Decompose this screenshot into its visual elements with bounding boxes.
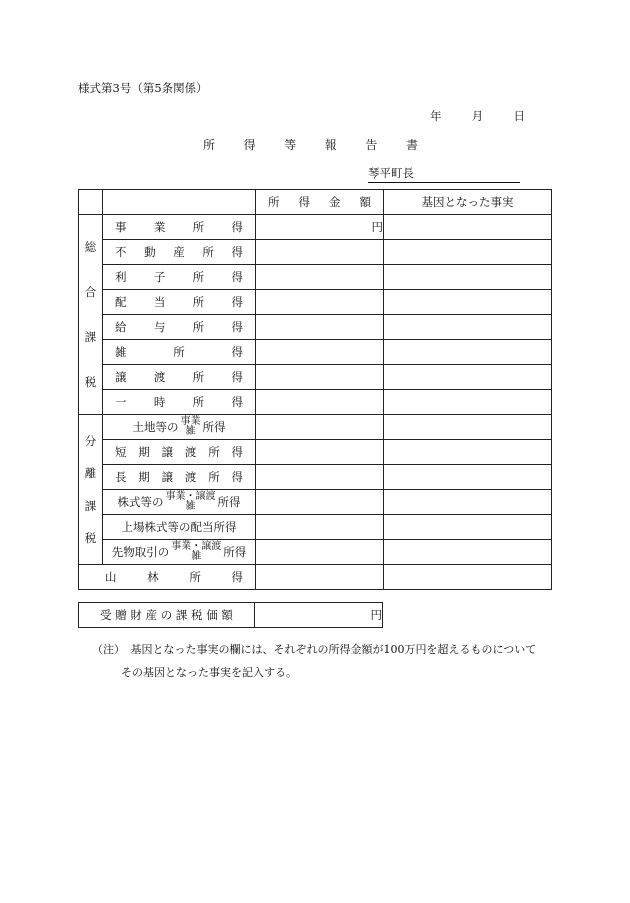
- gift-property-label: 受 贈 財 産 の 課 税 価 額: [79, 603, 255, 628]
- amount-cell[interactable]: [256, 265, 384, 290]
- amount-cell[interactable]: [256, 340, 384, 365]
- fact-cell[interactable]: [384, 465, 552, 490]
- fact-business-income[interactable]: [384, 215, 552, 240]
- title-char: 得: [243, 138, 256, 152]
- header-fact: 基因となった事実: [384, 190, 552, 215]
- item-listed-stock-dividend: 上場株式等の配当所得: [103, 515, 256, 540]
- fact-cell[interactable]: [384, 390, 552, 415]
- item-dividend-income: 配 当 所 得: [103, 290, 256, 315]
- fact-cell[interactable]: [384, 540, 552, 565]
- amount-cell[interactable]: [256, 390, 384, 415]
- income-report-table: [78, 189, 552, 590]
- fact-cell[interactable]: [384, 240, 552, 265]
- amount-business-income[interactable]: 円: [256, 215, 384, 240]
- table-row: [79, 365, 552, 390]
- table-row: [79, 490, 552, 515]
- item-real-estate-income: 不 動 産 所 得: [103, 240, 256, 265]
- item-short-term-transfer: 短 期 譲 渡 所 得: [103, 440, 256, 465]
- item-forest-income: 山 林 所 得: [79, 565, 256, 590]
- amount-cell[interactable]: [256, 515, 384, 540]
- table-row: [79, 315, 552, 340]
- title-char: 報: [324, 138, 337, 152]
- table-row: [79, 540, 552, 565]
- fact-cell[interactable]: [384, 440, 552, 465]
- title-char: 告: [365, 138, 378, 152]
- item-stock-income: 株式等の 事業・譲渡 雑 所得: [103, 490, 256, 515]
- header-blank-item: [103, 190, 256, 215]
- table-row: [79, 390, 552, 415]
- gift-property-amount[interactable]: 円: [255, 603, 383, 628]
- item-land-income: 土地等の 事業 雑 所得: [103, 415, 256, 440]
- table-row: [79, 415, 552, 440]
- form-label: 様式第3号（第5条関係）: [78, 81, 208, 95]
- group-bunri-kazei: 分 離 課 税: [79, 415, 103, 565]
- title-char: 等: [284, 138, 297, 152]
- item-long-term-transfer: 長 期 譲 渡 所 得: [103, 465, 256, 490]
- fact-cell[interactable]: [384, 265, 552, 290]
- amount-cell[interactable]: [256, 465, 384, 490]
- fact-cell[interactable]: [384, 490, 552, 515]
- item-salary-income: 給 与 所 得: [103, 315, 256, 340]
- date-month: 月: [471, 109, 484, 123]
- date-line: [430, 108, 525, 124]
- amount-cell[interactable]: [256, 440, 384, 465]
- table-row: [79, 603, 383, 628]
- table-row: [79, 440, 552, 465]
- fact-cell[interactable]: [384, 340, 552, 365]
- amount-cell[interactable]: [256, 290, 384, 315]
- amount-cell[interactable]: [256, 415, 384, 440]
- addressee: 琴平町長: [368, 165, 520, 183]
- table-row: [79, 465, 552, 490]
- item-misc-income: 雑 所 得: [103, 340, 256, 365]
- item-interest-income: 利 子 所 得: [103, 265, 256, 290]
- table-row: [79, 290, 552, 315]
- table-row: [79, 265, 552, 290]
- amount-cell[interactable]: [256, 365, 384, 390]
- date-year: 年: [430, 109, 442, 123]
- fact-cell[interactable]: [384, 565, 552, 590]
- group-sogo-kazei: 総 合 課 税: [79, 215, 103, 415]
- table-row: [79, 215, 552, 240]
- title-char: 書: [405, 138, 418, 152]
- fact-cell[interactable]: [384, 365, 552, 390]
- table-row: [79, 340, 552, 365]
- table-row: [79, 240, 552, 265]
- note-line-2: その基因となった事実を記入する。: [121, 666, 297, 679]
- item-transfer-income: 譲 渡 所 得: [103, 365, 256, 390]
- item-business-income: 事 業 所 得: [103, 215, 256, 240]
- note-line-1: （注） 基因となった事実の欄には、それぞれの所得金額が100万円を超えるものについて: [92, 643, 537, 656]
- gift-property-table: [78, 602, 383, 628]
- fact-cell[interactable]: [384, 290, 552, 315]
- fact-cell[interactable]: [384, 315, 552, 340]
- amount-cell[interactable]: [256, 540, 384, 565]
- table-row: [79, 565, 552, 590]
- page-title: [203, 136, 418, 153]
- header-amount: 所 得 金 額: [256, 190, 384, 215]
- title-char: 所: [203, 138, 216, 152]
- fact-cell[interactable]: [384, 515, 552, 540]
- item-occasional-income: 一 時 所 得: [103, 390, 256, 415]
- table-row: [79, 515, 552, 540]
- date-day: 日: [513, 109, 525, 123]
- amount-cell[interactable]: [256, 565, 384, 590]
- amount-cell[interactable]: [256, 240, 384, 265]
- amount-cell[interactable]: [256, 490, 384, 515]
- header-blank-group: [79, 190, 103, 215]
- item-futures-income: 先物取引の 事業・譲渡 雑 所得: [103, 540, 256, 565]
- amount-cell[interactable]: [256, 315, 384, 340]
- fact-cell[interactable]: [384, 415, 552, 440]
- header-row: [79, 190, 552, 215]
